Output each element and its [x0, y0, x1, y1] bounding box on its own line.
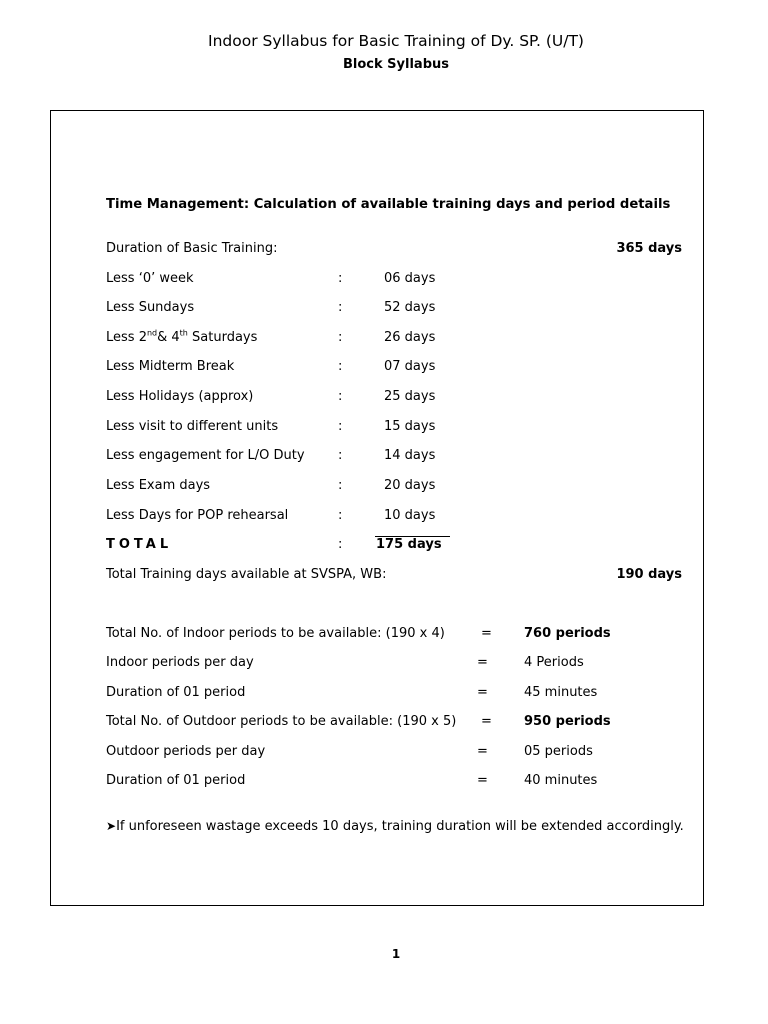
- period-label: Indoor periods per day: [106, 655, 254, 670]
- total-separator: :: [338, 537, 343, 552]
- deduction-separator: :: [338, 359, 343, 374]
- deduction-value: 26 days: [384, 330, 436, 345]
- deduction-label: Less visit to different units: [106, 419, 279, 434]
- deduction-separator: :: [338, 478, 343, 493]
- deduction-value: 15 days: [384, 419, 436, 434]
- deduction-value: 07 days: [384, 359, 436, 374]
- deduction-label: Less Days for POP rehearsal: [106, 508, 289, 523]
- period-value: 45 minutes: [524, 685, 598, 700]
- period-label: Total No. of Indoor periods to be available: (190 x 4): [106, 626, 445, 641]
- deduction-value: 20 days: [384, 478, 436, 493]
- period-separator: =: [477, 655, 488, 670]
- duration-label: Duration of Basic Training:: [106, 241, 278, 256]
- note-text: If unforeseen wastage exceeds 10 days, training duration will be extended accordingly.: [116, 819, 684, 834]
- period-separator: =: [481, 626, 492, 641]
- duration-value: 365 days: [616, 241, 682, 256]
- period-separator: =: [477, 744, 488, 759]
- period-label: Outdoor periods per day: [106, 744, 266, 759]
- deduction-separator: :: [338, 508, 343, 523]
- period-label: Duration of 01 period: [106, 773, 246, 788]
- period-separator: =: [477, 773, 488, 788]
- deduction-label: Less Sundays: [106, 300, 195, 315]
- deduction-label: Less Exam days: [106, 478, 211, 493]
- total-value: 175 days: [376, 537, 442, 552]
- deduction-separator: :: [338, 419, 343, 434]
- note: [106, 817, 684, 835]
- deduction-value: 25 days: [384, 389, 436, 404]
- period-separator: =: [481, 714, 492, 729]
- period-value: 4 Periods: [524, 655, 584, 670]
- period-value: 950 periods: [524, 714, 611, 729]
- section-heading: Time Management: Calculation of available training days and period details: [106, 197, 671, 212]
- period-label: Duration of 01 period: [106, 685, 246, 700]
- deduction-value: 52 days: [384, 300, 436, 315]
- deduction-separator: :: [338, 389, 343, 404]
- deduction-separator: :: [338, 448, 343, 463]
- deduction-label: Less engagement for L/O Duty: [106, 448, 305, 463]
- deduction-separator: :: [338, 271, 343, 286]
- page-title: Indoor Syllabus for Basic Training of Dy. SP. (U/T): [208, 32, 584, 50]
- deduction-separator: :: [338, 330, 343, 345]
- available-days-label: Total Training days available at SVSPA, WB:: [106, 567, 387, 582]
- period-separator: =: [477, 685, 488, 700]
- arrow-bullet-icon: ➤: [106, 819, 117, 833]
- deduction-label: Less Holidays (approx): [106, 389, 254, 404]
- page-number: 1: [391, 947, 401, 961]
- deduction-value: 06 days: [384, 271, 436, 286]
- deduction-label: Less ‘0’ week: [106, 271, 194, 286]
- available-days-value: 190 days: [616, 567, 682, 582]
- period-value: 40 minutes: [524, 773, 598, 788]
- total-label: TOTAL: [106, 537, 173, 552]
- deduction-value: 10 days: [384, 508, 436, 523]
- page-subtitle: Block Syllabus: [343, 57, 449, 72]
- period-value: 05 periods: [524, 744, 593, 759]
- deduction-label: Less Midterm Break: [106, 359, 235, 374]
- period-value: 760 periods: [524, 626, 611, 641]
- period-label: Total No. of Outdoor periods to be available: (190 x 5): [106, 714, 457, 729]
- deduction-separator: :: [338, 300, 343, 315]
- deduction-value: 14 days: [384, 448, 436, 463]
- deduction-label: Less 2nd& 4th Saturdays: [106, 328, 258, 345]
